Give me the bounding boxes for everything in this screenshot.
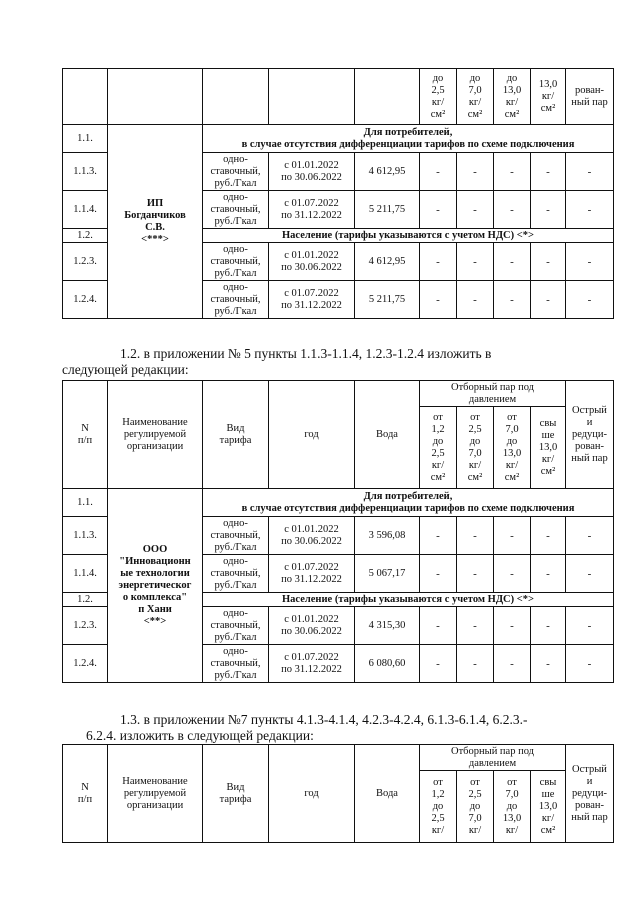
paragraph-line: 6.2.4. изложить в следующей редакции: <box>86 728 314 743</box>
header-year: год <box>269 745 355 843</box>
cell: - <box>494 243 531 281</box>
period: с 01.07.2022 по 31.12.2022 <box>269 555 355 593</box>
header-steam-2: от 2,5 до 7,0 кг/ <box>457 771 494 843</box>
tariff-type: одно- ставочный, руб./Гкал <box>203 517 269 555</box>
tariff-type: одно- ставочный, руб./Гкал <box>203 191 269 229</box>
header-steam-3: от 7,0 до 13,0 кг/ <box>494 771 531 843</box>
period: с 01.07.2022 по 31.12.2022 <box>269 191 355 229</box>
header-tariff-type: Вид тарифа <box>203 381 269 489</box>
section-header: Население (тарифы указываются с учетом НДС) <*> <box>203 593 614 607</box>
tariff-type: одно- ставочный, руб./Гкал <box>203 607 269 645</box>
row-number: 1.2. <box>63 593 108 607</box>
cell: - <box>494 607 531 645</box>
cell: - <box>531 517 566 555</box>
tariff-type: одно- ставочный, руб./Гкал <box>203 645 269 683</box>
header-tariff-type: Вид тарифа <box>203 745 269 843</box>
section-header: Население (тарифы указываются с учетом НДС) <*> <box>203 229 614 243</box>
section-header: Для потребителей, в случае отсутствия дифференциации тарифов по схеме подключения <box>203 489 614 517</box>
cell: - <box>494 645 531 683</box>
cell: - <box>457 607 494 645</box>
row-number: 1.1.3. <box>63 517 108 555</box>
period: с 01.07.2022 по 31.12.2022 <box>269 645 355 683</box>
cell: - <box>494 517 531 555</box>
cell: - <box>566 607 614 645</box>
period: с 01.01.2022 по 30.06.2022 <box>269 243 355 281</box>
tariff-type: одно- ставочный, руб./Гкал <box>203 243 269 281</box>
header-year: год <box>269 381 355 489</box>
cell: - <box>566 555 614 593</box>
header-steam-4: свы ше 13,0 кг/ см² <box>531 771 566 843</box>
cell: - <box>566 517 614 555</box>
cell: - <box>457 555 494 593</box>
cell: - <box>420 607 457 645</box>
header-steam: Отборный пар под давлением <box>420 381 566 407</box>
header-steam-1: от 1,2 до 2,5 кг/ <box>420 771 457 843</box>
tariff-type: одно- ставочный, руб./Гкал <box>203 153 269 191</box>
row-number: 1.2.3. <box>63 607 108 645</box>
header-col-1: до 2,5 кг/ см² <box>420 69 457 125</box>
cell: - <box>457 243 494 281</box>
row-number: 1.2. <box>63 229 108 243</box>
cell: - <box>420 243 457 281</box>
organization-name: ООО "Инновационн ые технологии энергетическог о комплекса" п Хани <**> <box>108 489 203 683</box>
header-steam: Отборный пар под давлением <box>420 745 566 771</box>
cell: - <box>531 645 566 683</box>
header-sharp-steam: Острый и редуци- рован- ный пар <box>566 745 614 843</box>
row-number: 1.1.4. <box>63 191 108 229</box>
header-col-2: до 7,0 кг/ см² <box>457 69 494 125</box>
header-organization: Наименование регулируемой организации <box>108 745 203 843</box>
section-header: Для потребителей, в случае отсутствия дифференциации тарифов по схеме подключения <box>203 125 614 153</box>
paragraph-line: следующей редакции: <box>62 362 189 377</box>
header-organization: Наименование регулируемой организации <box>108 381 203 489</box>
water-value: 6 080,60 <box>355 645 420 683</box>
cell: - <box>566 191 614 229</box>
header-steam-3: от 7,0 до 13,0 кг/ см² <box>494 407 531 489</box>
cell: - <box>566 281 614 319</box>
paragraph-1-3 <box>62 712 527 744</box>
cell: - <box>566 243 614 281</box>
header-col-5: рован- ный пар <box>566 69 614 125</box>
cell: - <box>494 191 531 229</box>
cell: - <box>531 153 566 191</box>
cell: - <box>494 555 531 593</box>
cell: - <box>531 243 566 281</box>
cell: - <box>457 191 494 229</box>
cell: - <box>531 281 566 319</box>
header-steam-1: от 1,2 до 2,5 кг/ см² <box>420 407 457 489</box>
cell: - <box>457 281 494 319</box>
header-steam-4: свы ше 13,0 кг/ см² <box>531 407 566 489</box>
cell: - <box>566 153 614 191</box>
header-number: N п/п <box>63 381 108 489</box>
cell: - <box>420 281 457 319</box>
cell: - <box>531 607 566 645</box>
water-value: 5 067,17 <box>355 555 420 593</box>
water-value: 4 315,30 <box>355 607 420 645</box>
tariff-table-3 <box>62 744 614 843</box>
period: с 01.07.2022 по 31.12.2022 <box>269 281 355 319</box>
row-number: 1.1.3. <box>63 153 108 191</box>
cell: - <box>420 517 457 555</box>
paragraph-line: 1.2. в приложении № 5 пункты 1.1.3-1.1.4, 1.2.3-1.2.4 изложить в <box>120 346 492 361</box>
cell: - <box>420 191 457 229</box>
header-water: Вода <box>355 745 420 843</box>
cell: - <box>494 153 531 191</box>
row-number: 1.1. <box>63 125 108 153</box>
row-number: 1.2.4. <box>63 281 108 319</box>
row-number: 1.1. <box>63 489 108 517</box>
header-steam-2: от 2,5 до 7,0 кг/ см² <box>457 407 494 489</box>
period: с 01.01.2022 по 30.06.2022 <box>269 517 355 555</box>
cell: - <box>531 555 566 593</box>
cell: - <box>420 153 457 191</box>
water-value: 5 211,75 <box>355 281 420 319</box>
header-sharp-steam: Острый и редуци- рован- ный пар <box>566 381 614 489</box>
period: с 01.01.2022 по 30.06.2022 <box>269 153 355 191</box>
tariff-type: одно- ставочный, руб./Гкал <box>203 555 269 593</box>
water-value: 5 211,75 <box>355 191 420 229</box>
organization-name: ИП Богданчиков С.В. <***> <box>108 125 203 319</box>
cell: - <box>457 645 494 683</box>
row-number: 1.1.4. <box>63 555 108 593</box>
water-value: 3 596,08 <box>355 517 420 555</box>
cell: - <box>457 153 494 191</box>
header-number: N п/п <box>63 745 108 843</box>
row-number: 1.2.4. <box>63 645 108 683</box>
row-number: 1.2.3. <box>63 243 108 281</box>
tariff-table-2 <box>62 380 614 683</box>
water-value: 4 612,95 <box>355 153 420 191</box>
header-col-4: 13,0 кг/ см² <box>531 69 566 125</box>
water-value: 4 612,95 <box>355 243 420 281</box>
cell: - <box>494 281 531 319</box>
period: с 01.01.2022 по 30.06.2022 <box>269 607 355 645</box>
paragraph-1-2 <box>62 346 491 378</box>
tariff-type: одно- ставочный, руб./Гкал <box>203 281 269 319</box>
header-water: Вода <box>355 381 420 489</box>
tariff-table-1 <box>62 68 614 319</box>
cell: - <box>457 517 494 555</box>
cell: - <box>566 645 614 683</box>
cell: - <box>420 555 457 593</box>
cell: - <box>420 645 457 683</box>
paragraph-line: 1.3. в приложении №7 пункты 4.1.3-4.1.4, 4.2.3-4.2.4, 6.1.3-6.1.4, 6.2.3.- <box>120 712 528 727</box>
header-col-3: до 13,0 кг/ см² <box>494 69 531 125</box>
cell: - <box>531 191 566 229</box>
